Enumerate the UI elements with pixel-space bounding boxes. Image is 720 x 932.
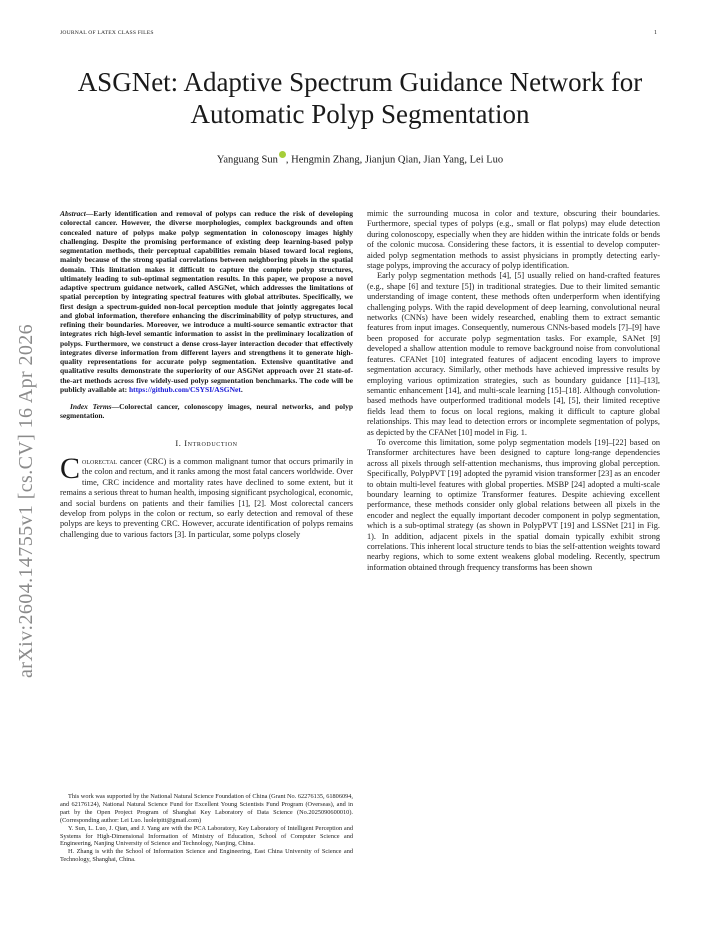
left-column <box>60 209 353 540</box>
body-paragraph-2: Early polyp segmentation methods [4], [5] usually relied on hand-crafted features (e.g., shape [6] and texture [5]) in traditional strategies. Due to their limited semantic understanding of image content, these methods often underperform when identifying challenging polyps. With the rapid development of deep learning, convolutional neural networks (CNNs) have been widely researched, enabling them to extract semantic features from input images. Consequently, numerous CNNs-based models [7]–[9] have been proposed for accurate polyp segmentation tasks. For example, SANet [9] developed a shallow attention module to remove background noise from convolutional features. CFANet [10] integrated features of adjacent encoding layers to improve segmentation accuracy. Similarly, other methods have achieved impressive results by employing various optimization strategies, such as boundary guidance [11]–[13], semantic enhancement [14], and multi-scale learning [15]–[18]. Although convolution-based methods have outperformed traditional models [4], [5], their limited receptive fields lead them to focus on local regions, making it difficult to capture global relationships. This may lead to detection errors or incomplete segmentation of polyps, as depicted by the CFANet [10] model in Fig. 1. <box>367 271 660 437</box>
author-list <box>60 151 660 166</box>
running-header: JOURNAL OF LATEX CLASS FILES <box>60 30 154 36</box>
index-terms <box>60 402 353 421</box>
footnote <box>60 793 353 864</box>
abstract <box>60 209 353 394</box>
affiliation-note-2: H. Zhang is with the School of Information Science and Engineering, East China University of Science and Technology, Shanghai, China. <box>60 848 353 864</box>
body-paragraph-3: To overcome this limitation, some polyp segmentation models [19]–[22] based on Transformer architectures have been designed to capture long-range dependencies across all pixels through self-attention mechanisms, thus improving global perception. Specifically, PolypPVT [19] adopted the pyramid vision transformer [23] as an encoder to obtain multi-level features with global properties. MSBP [24] adopted a multi-scale boundary learning to optimize Transformer features. Despite achieving excellent performance, these methods consider only global relations between all pixels in the encoder and neglect the equally important decoder component in polyp segmentation, which is a sub-optimal strategy (as shown in PolypPVT [19] and LSSNet [21] in Fig. 1). In addition, adjacent pixels in the spatial domain typically exhibit strong correlations. This inherent local structure tends to bias the self-attention weights toward nearby regions, which to some extent weakens global modeling. Recently, spectrum information obtained through frequency transforms has been shown <box>367 437 660 572</box>
affiliation-note-1: Y. Sun, L. Luo, J. Qian, and J. Yang are with the PCA Laboratory, Key Laboratory of Intelligent Perception and Systems for High-Dimensional Information of Ministry of Education, School of Computer Science and Engineering, Nanjing University of Science and Technology, Nanjing, China. <box>60 824 353 848</box>
other-authors: , Hengmin Zhang, Jianjun Qian, Jian Yang, Lei Luo <box>285 154 504 166</box>
section-heading-introduction: I. Introduction <box>175 437 238 448</box>
intro-paragraph <box>60 451 353 540</box>
drop-cap: C <box>60 451 81 485</box>
right-column <box>367 209 660 573</box>
code-link[interactable]: https://github.com/CSYSI/ASGNet <box>128 384 241 394</box>
arxiv-stamp: arXiv:2604.14755v1 [cs.CV] 16 Apr 2026 <box>15 323 37 678</box>
orcid-icon[interactable] <box>279 151 286 158</box>
intro-text: cancer (CRC) is a common malignant tumor that occurs primarily in the colon and rectum, and it ranks among the most fatal cancers worldwide. Over time, CRC incidence and mortality rates have declined to some extent, but it remains a serious threat to human health, imposing significant psychological, economic, and social burdens on patients and their families [1], [2]. Most colorectal cancers develop from polyps in the colon or rectum, so early detection and removal of these polyps are keys to preventing CRC. However, accurate identification of polyps remains challenging due to various factors [3]. In particular, some polyps closely <box>60 456 353 539</box>
funding-note: This work was supported by the National Natural Science Foundation of China (Grant No. 62276135, 61806094, and 62176124), National Natural Science Fund for Excellent Young Scientists Fund Program (Overseas), and in part by the Open Project Program of Shanghai Key Laboratory of Data Science (No.2025090600010).(Corresponding author: Lei Luo. luoleipitt@gmail.com) <box>60 793 353 824</box>
index-terms-text: —Colorectal cancer, colonoscopy images, neural networks, and polyp segmentation. <box>60 402 354 421</box>
abstract-text: —Early identification and removal of polyps can reduce the risk of developing colorectal cancer. However, the diverse morphologies, complex backgrounds and often concealed nature of polyps make polyp segmentation in colonoscopy images highly challenging. Despite the promising performance of existing deep learning-based polyp segmentation methods, their perceptual capabilities remain biased toward local regions, mainly because of the strong spatial correlations between neighboring pixels in the spatial domain. This limitation makes it difficult to capture the complete polyp structures, ultimately leading to sub-optimal segmentation results. In this paper, we propose a novel adaptive spectrum guidance network, called ASGNet, which addresses the limitations of spatial perception by integrating spectral features with global attributes. Specifically, we first design a spectrum-guided non-local perception module that jointly aggregates local and global information, therefore enhancing the discriminability of polyp structures, and refining their boundaries. Moreover, we introduce a multi-source semantic extractor that integrates rich high-level semantic information to assist in the preliminary localization of polyps. Furthermore, we construct a dense cross-layer interaction decoder that effectively integrates diverse information from different layers and strengthens it to generate high-quality representations for accurate polyp segmentation. Extensive quantitative and qualitative results demonstrate the superiority of our ASGNet approach over 21 state-of-the-art methods across five widely-used polyp segmentation benchmarks. The code will be publicly available at: <box>60 209 353 394</box>
lead-word: olorectal <box>82 456 118 466</box>
abstract-label: Abstract <box>60 209 86 218</box>
paper-title: ASGNet: Adaptive Spectrum Guidance Network for Automatic Polyp Segmentation <box>77 67 643 129</box>
first-author: Yanguang Sun <box>216 154 278 166</box>
index-terms-label: Index Terms <box>70 402 112 411</box>
abstract-end: . <box>240 384 243 394</box>
body-paragraph-1: mimic the surrounding mucosa in color and texture, obscuring their boundaries. Furthermore, special types of polyps (e.g., small or flat polyps) may elude detection during colonoscopy, especially when they are hidden within the intricate folds or bends of the colonic mucosa. Considering these factors, it is essential to develop computer-aided polyp segmentation methods to assist physicians in promptly detecting early-stage polyps, improving the accuracy of polyp identification. <box>367 209 660 271</box>
page-number: 1 <box>654 30 657 36</box>
